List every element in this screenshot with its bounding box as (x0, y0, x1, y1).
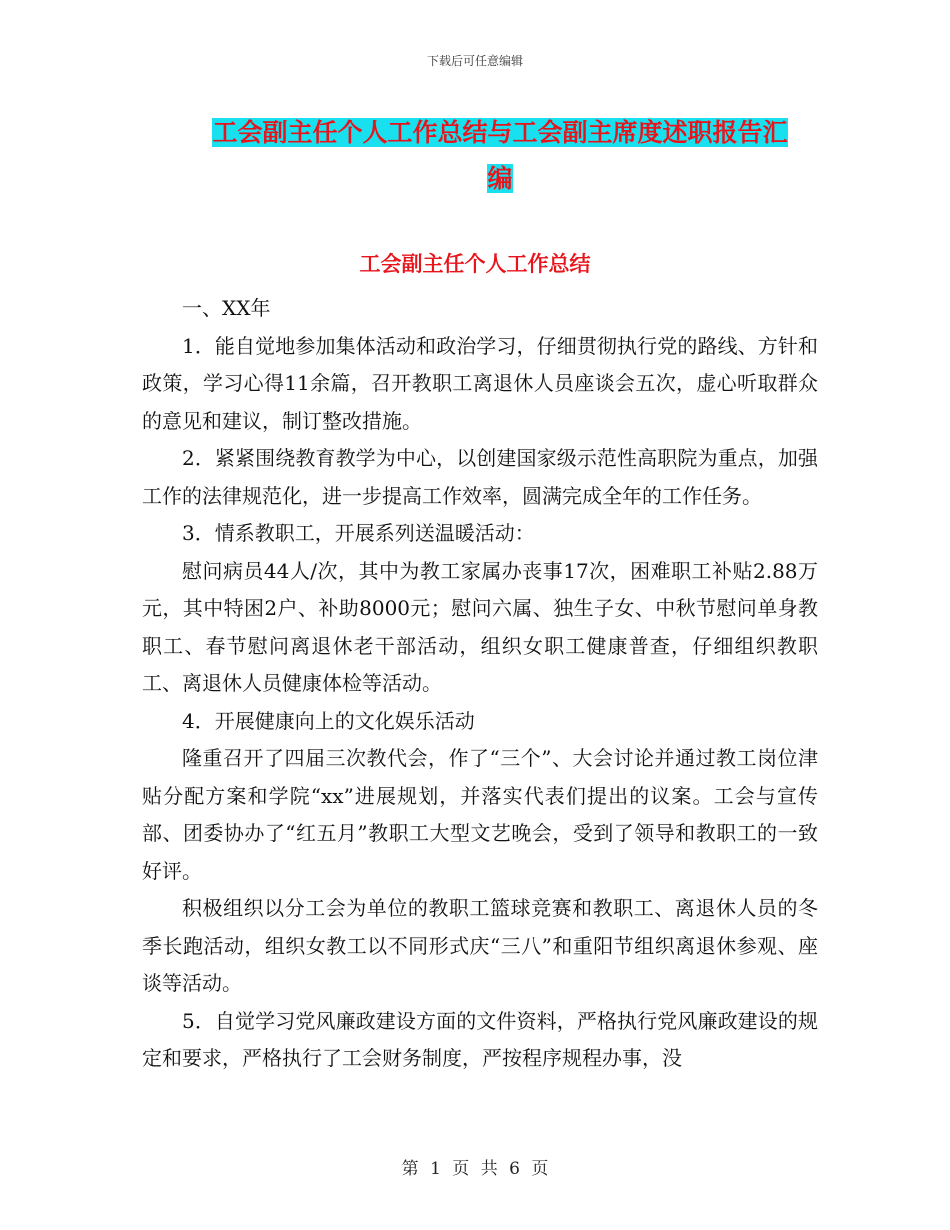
paragraph: 一、XX年 (182, 296, 271, 320)
paragraph: 积极组织以分工会为单位的教职工篮球竞赛和教职工、离退休人员的冬季长跑活动，组织女教工以不同形式庆“三八”和重阳节组织离退休参观、座谈等活动。 (142, 896, 818, 995)
document-title-line-2: 编 (487, 164, 513, 193)
paragraph: 5．自觉学习党风廉政建设方面的文件资料，严格执行党风廉政建设的规定和要求，严格执行了工会财务制度，严按程序规程办事，没 (142, 1008, 818, 1070)
page-footer: 第 1 页 共 6 页 (401, 1159, 549, 1179)
paragraph: 1．能自觉地参加集体活动和政治学习，仔细贯彻执行党的路线、方针和政策，学习心得11余篇，召开教职工离退休人员座谈会五次，虚心听取群众的意见和建议，制订整改措施。 (142, 333, 818, 433)
body-text (142, 290, 818, 1078)
document-title-line-1: 工会副主任个人工作总结与工会副主席度述职报告汇 (212, 118, 788, 147)
paragraph: 4．开展健康向上的文化娱乐活动 (182, 708, 475, 733)
section-title: 工会副主任个人工作总结 (359, 252, 591, 276)
paragraph: 2．紧紧围绕教育教学为中心，以创建国家级示范性高职院为重点，加强工作的法律规范化，进一步提高工作效率，圆满完成全年的工作任务。 (142, 446, 818, 508)
paragraph: 3．情系教职工，开展系列送温暖活动： (182, 521, 535, 545)
document-title (190, 110, 810, 202)
paragraph: 隆重召开了四届三次教代会，作了“三个”、大会讨论并通过教工岗位津贴分配方案和学院“xx”进展规划，并落实代表们提出的议案。工会与宣传部、团委协办了“红五月”教职工大型文艺晚会，受到了领导和教职工的一致好评。 (142, 746, 818, 883)
header-note: 下载后可任意编辑 (426, 54, 523, 68)
paragraph: 慰问病员44人/次，其中为教工家属办丧事17次，困难职工补贴2.88万元，其中特困2户、补助8000元；慰问六属、独生子女、中秋节慰问单身教职工、春节慰问离退休老干部活动，组织女职工健康普查，仔细组织教职工、离退休人员健康体检等活动。 (142, 558, 818, 695)
